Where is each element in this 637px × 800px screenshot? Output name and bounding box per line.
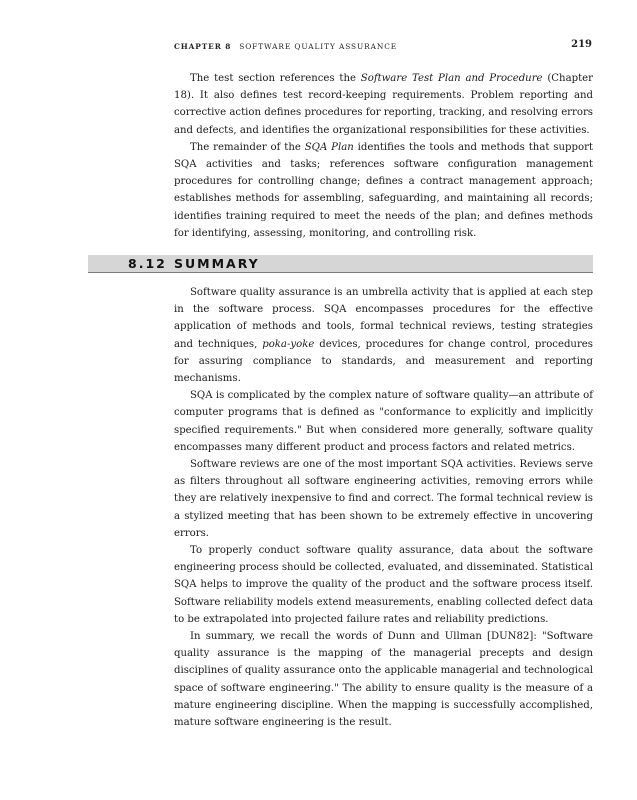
text-run: The test section references the bbox=[190, 73, 361, 84]
section-heading bbox=[88, 255, 593, 273]
paragraph: In summary, we recall the words of Dunn and Ullman [DUN82]: "Software quality assurance is the mapping of the managerial precepts and design disciplines of quality assurance onto the applicable managerial and technological space of software engineering." The ability to ensure quality is the measure of a mature engineering discipline. When the mapping is successfully accomplished, mature software engineering is the result. bbox=[174, 631, 593, 729]
summary-text bbox=[174, 284, 593, 731]
paragraph: Software reviews are one of the most important SQA activities. Reviews serve as filters throughout all software engineering activities, removing errors while they are relatively inexpensive to find and correct. The formal technical review is a stylized meeting that has been shown to be extremely effective in uncovering errors. bbox=[174, 459, 593, 539]
page-number: 219 bbox=[571, 39, 592, 50]
emphasis-text: poka-yoke bbox=[262, 338, 315, 350]
paragraph bbox=[174, 70, 593, 139]
emphasis-text: Software Test Plan and Procedure bbox=[360, 73, 543, 84]
paragraph bbox=[174, 284, 593, 387]
text-run: devices, procedures for change control, procedures for assuring compliance to standards, and measurement and reporting mechanisms. bbox=[174, 338, 593, 385]
section-title: SUMMARY bbox=[174, 256, 260, 271]
paragraph bbox=[174, 139, 593, 242]
text-run: identifies the tools and methods that support SQA activities and tasks; references software configuration management procedures for controlling change; defines a contract management approach; establishes methods for assembling, safeguarding, and maintaining all records; identifies training required to meet the needs of the plan; and defines methods for identifying, assessing, monitoring, and controlling risk. bbox=[174, 141, 593, 239]
text-run: (Chapter 18). It also defines test record-keeping requirements. Problem reporting and corrective action defines procedures for reporting, tracking, and resolving errors and defects, and identifies the organizational responsibilities for these activities. bbox=[174, 73, 593, 136]
paragraph: To properly conduct software quality assurance, data about the software engineering process should be collected, evaluated, and disseminated. Statistical SQA helps to improve the quality of the product and the software process itself. Software reliability models extend measurements, enabling collected defect data to be extrapolated into projected failure rates and reliability predictions. bbox=[174, 545, 593, 625]
running-head bbox=[174, 39, 594, 56]
text-run: Software quality assurance is an umbrella activity that is applied at each step in the software process. SQA encompasses procedures for the effective application of methods and tools, formal technical reviews, testing strategies and techniques, bbox=[174, 287, 593, 350]
emphasis-text: SQA Plan bbox=[304, 141, 354, 153]
intro-text bbox=[174, 70, 593, 242]
text-run: The remainder of the bbox=[190, 141, 305, 153]
chapter-label: CHAPTER 8 bbox=[174, 42, 232, 51]
chapter-title: SOFTWARE QUALITY ASSURANCE bbox=[239, 42, 398, 51]
paragraph: SQA is complicated by the complex nature of software quality—an attribute of computer programs that is defined as "conformance to explicitly and implicitly specified requirements." But when considered more generally, software quality encompasses many different product and process factors and related metrics. bbox=[174, 390, 593, 453]
section-number: 8.12 bbox=[128, 256, 167, 271]
